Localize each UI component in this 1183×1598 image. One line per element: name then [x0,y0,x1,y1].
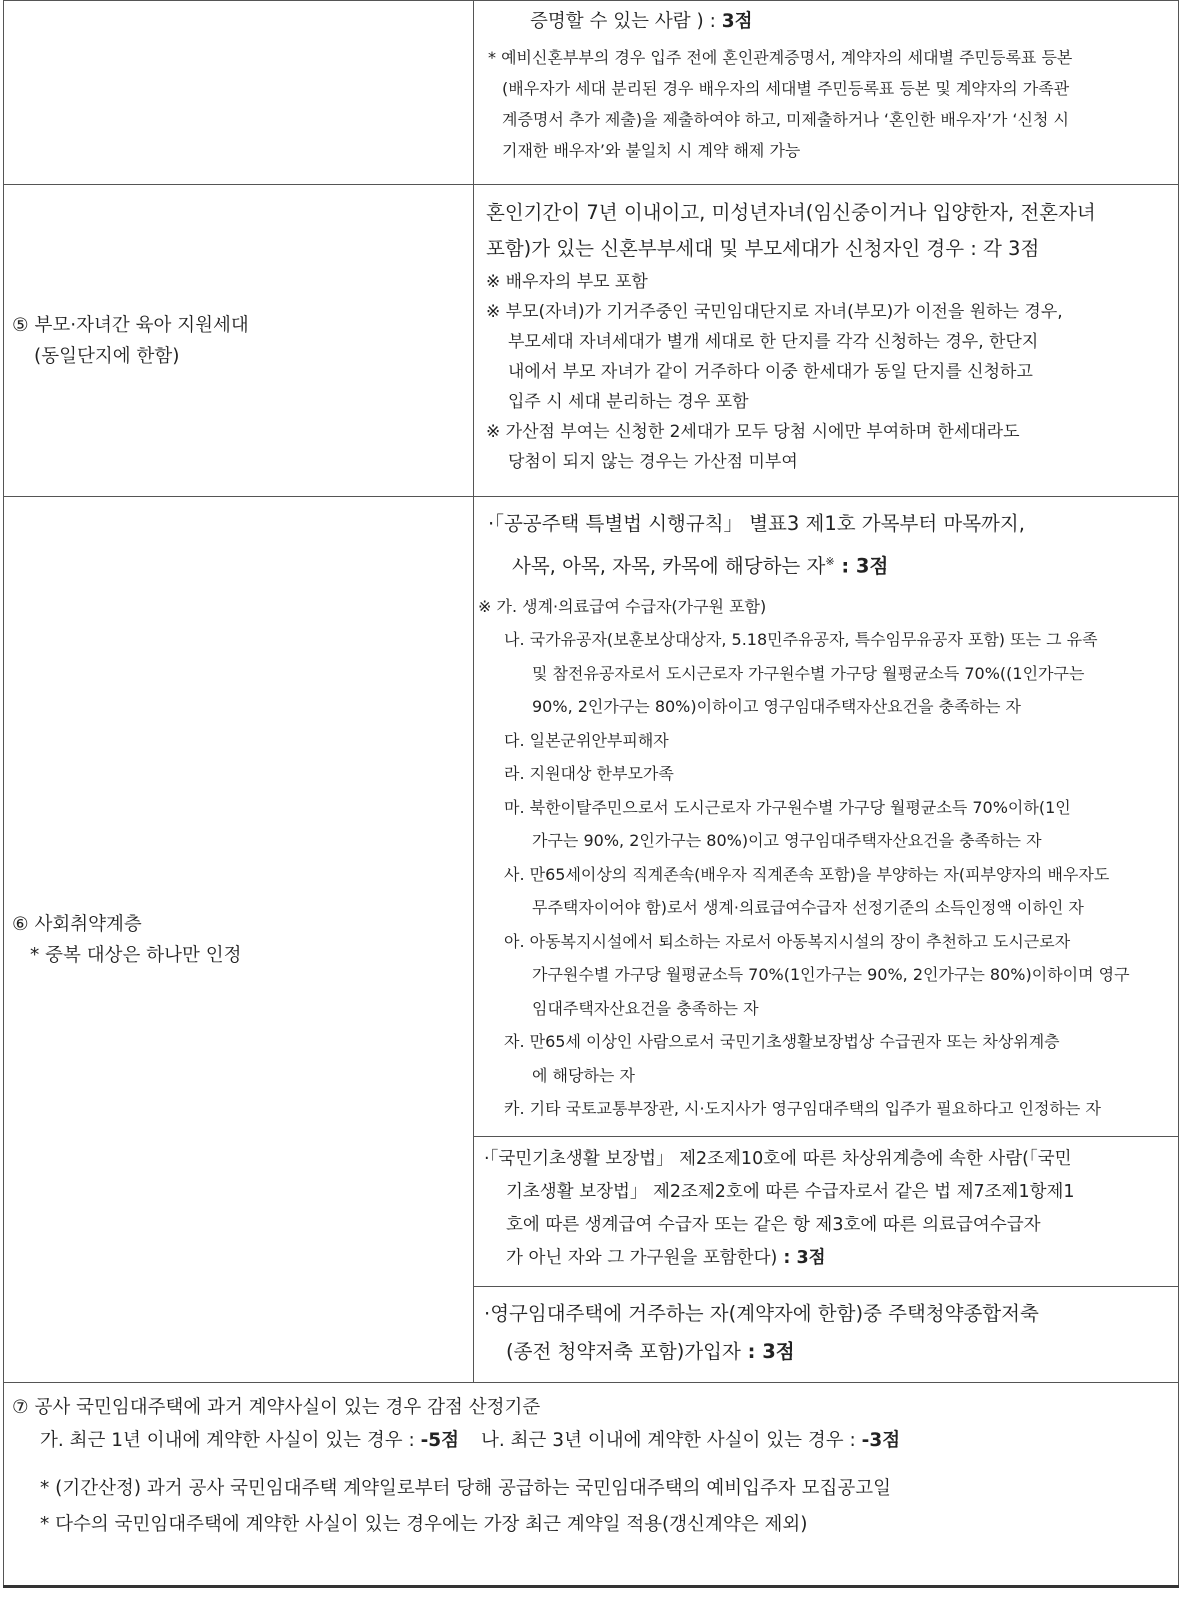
row5-note3-line: ※ 가산점 부여는 신청한 2세대가 모두 당첨 시에만 부여하며 한세대라도 [486,422,1020,442]
row6-block2-last-text: 가 아닌 자와 그 가구원을 포함한다) [506,1248,778,1268]
row6-block1-mark: ※ [825,555,835,568]
row6-item-line: 아. 아동복지시설에서 퇴소하는 자로서 아동복지시설의 장이 추천하고 도시근로자 [504,931,1071,951]
row-top-line1 [482,5,1172,38]
table-row-6 [4,497,1179,1137]
row6-block3-line2 [484,1333,1172,1371]
row6-block3-line2-text: (종전 청약저축 포함)가입자 [506,1340,741,1363]
row6-label-line: ⑥ 사회취약계층 [12,913,142,935]
row7-item-a-score: -5점 [420,1430,460,1451]
row6-item-line: 에 해당하는 자 [532,1065,635,1085]
row6-item-line: 다. 일본군위안부피해자 [504,730,669,750]
row-top-label-cell [4,1,474,185]
row6-block2-line: 호에 따른 생계급여 수급자 또는 같은 항 제3호에 따른 의료급여수급자 [506,1215,1041,1235]
row-top-note-line: 계증명서 추가 제출)을 제출하여야 하고, 미제출하거나 ‘혼인한 배우자’가 ‘신청 시 [502,110,1069,129]
row6-block2-last [484,1242,1172,1275]
row6-label-cell [4,497,474,1383]
row6-label-line: * 중복 대상은 하나만 인정 [30,944,242,966]
row6-items-list [478,590,1172,1126]
row5-note2-line: 입주 시 세대 분리하는 경우 포함 [508,392,749,412]
row6-item-line: 사. 만65세이상의 직계존속(배우자 직계존속 포함)을 부양하는 자(피부양자의 배우자도 [504,864,1110,884]
row5-content-cell [474,185,1179,497]
table-row-5 [4,185,1179,497]
row5-note2-line: ※ 부모(자녀)가 기거주중인 국민임대단지로 자녀(부모)가 이전을 원하는 경우, [486,302,1063,322]
row5-main-line: 혼인기간이 7년 이내이고, 미성년자녀(임신중이거나 입양한자, 전혼자녀 [486,201,1096,224]
row5-note3-line: 당첨이 되지 않는 경우는 가산점 미부여 [508,452,798,472]
row7-note: * 다수의 국민임대주택에 계약한 사실이 있는 경우에는 가장 최근 계약일 적용(갱신계약은 제외) [40,1514,808,1535]
row6-item-line: 마. 북한이탈주민으로서 도시근로자 가구원수별 가구당 월평균소득 70%이하(1인 [504,797,1071,817]
row7-item-a-text: 가. 최근 1년 이내에 계약한 사실이 있는 경우 : [40,1430,421,1451]
row6-item-line: 나. 국가유공자(보훈보상대상자, 5.18민주유공자, 특수임무유공자 포함) 또는 그 유족 [504,630,1098,649]
row7-note: * (기간산정) 과거 공사 국민임대주택 계약일로부터 당해 공급하는 국민임대주택의 예비입주자 모집공고일 [40,1478,891,1499]
row7-title: ⑦ 공사 국민임대주택에 과거 계약사실이 있는 경우 감점 산정기준 [12,1397,541,1418]
row6-block2-cell [474,1137,1179,1287]
row6-item-line: 라. 지원대상 한부모가족 [504,764,674,783]
row7-cell [4,1383,1179,1587]
row6-item-line: 90%, 2인가구는 80%)이하이고 영구임대주택자산요건을 충족하는 자 [532,697,1022,716]
row5-label-line: (동일단지에 한함) [34,345,180,367]
row5-label-cell [4,185,474,497]
row6-block2-line: ·「국민기초생활 보장법」 제2조제10호에 따른 차상위계층에 속한 사람(「국민 [484,1149,1072,1169]
row6-block3-score: : 3점 [740,1340,795,1363]
row6-block1-line2-text: 사목, 아목, 자목, 카목에 해당하는 자 [512,554,826,578]
row5-note2-line: 부모세대 자녀세대가 별개 세대로 한 단지를 각각 신청하는 경우, 한단지 [508,332,1039,352]
row-top-score: 3점 [721,11,753,32]
row-top-content-cell [474,1,1179,185]
row6-item-line: 임대주택자산요건을 충족하는 자 [532,998,759,1018]
row5-note1: ※ 배우자의 부모 포함 [486,272,648,292]
row6-block3-line1: ·영구임대주택에 거주하는 자(계약자에 한함)중 주택청약종합저축 [484,1302,1039,1325]
score-criteria-table [3,0,1179,1588]
table-row-7 [4,1383,1179,1587]
row-top-line1-text: 증명할 수 있는 사람 ) : [530,11,722,32]
row6-item-line: 자. 만65세 이상인 사람으로서 국민기초생활보장법상 수급권자 또는 차상위계층 [504,1032,1060,1051]
row7-item-b-text: 나. 최근 3년 이내에 계약한 사실이 있는 경우 : [481,1430,862,1451]
row6-item-line: 가구는 90%, 2인가구는 80%)이고 영구임대주택자산요건을 충족하는 자 [532,831,1042,850]
table-row-top [4,1,1179,185]
row6-item-line: 무주택자이어야 함)로서 생계·의료급여수급자 선정기준의 소득인정액 이하인 자 [532,898,1084,917]
row-top-note-line: (배우자가 세대 분리된 경우 배우자의 세대별 주민등록표 등본 및 계약자의 가족관 [502,79,1070,98]
row6-block1-line2 [478,543,1172,586]
row6-block3-cell [474,1287,1179,1383]
row7-item-b-score: -3점 [861,1430,901,1451]
row7-items [12,1424,1168,1457]
row6-item-line: 가구원수별 가구당 월평균소득 70%(1인가구는 90%, 2인가구는 80%)이하이며 영구 [532,965,1130,984]
row6-block2-score: : 3점 [777,1248,826,1268]
row6-block1-cell [474,497,1179,1137]
row5-note2-line: 내에서 부모 자녀가 같이 거주하다 이중 한세대가 동일 단지를 신청하고 [508,362,1033,382]
row6-block2-line: 기초생활 보장법」 제2조제2호에 따른 수급자로서 같은 법 제7조제1항제1 [506,1182,1075,1202]
row6-item-line: 및 참전유공자로서 도시근로자 가구원수별 가구당 월평균소득 70%((1인가구는 [532,663,1085,683]
row6-block1-line1: ·「공공주택 특별법 시행규칙」 별표3 제1호 가목부터 마목까지, [488,512,1025,535]
row6-item-line: 카. 기타 국토교통부장관, 시·도지사가 영구임대주택의 입주가 필요하다고 인정하는 자 [504,1099,1101,1118]
row-top-note-line: * 예비신혼부부의 경우 입주 전에 혼인관계증명서, 계약자의 세대별 주민등록표 등본 [488,48,1073,67]
row-top-note-line: 기재한 배우자’와 불일치 시 계약 해제 가능 [502,141,801,160]
row5-main-line: 포함)가 있는 신혼부부세대 및 부모세대가 신청자인 경우 : 각 3점 [486,237,1040,260]
row5-label-line: ⑤ 부모·자녀간 육아 지원세대 [12,314,249,336]
row6-item-line: ※ 가. 생계·의료급여 수급자(가구원 포함) [478,596,767,616]
row6-block1-score: : 3점 [834,554,889,578]
